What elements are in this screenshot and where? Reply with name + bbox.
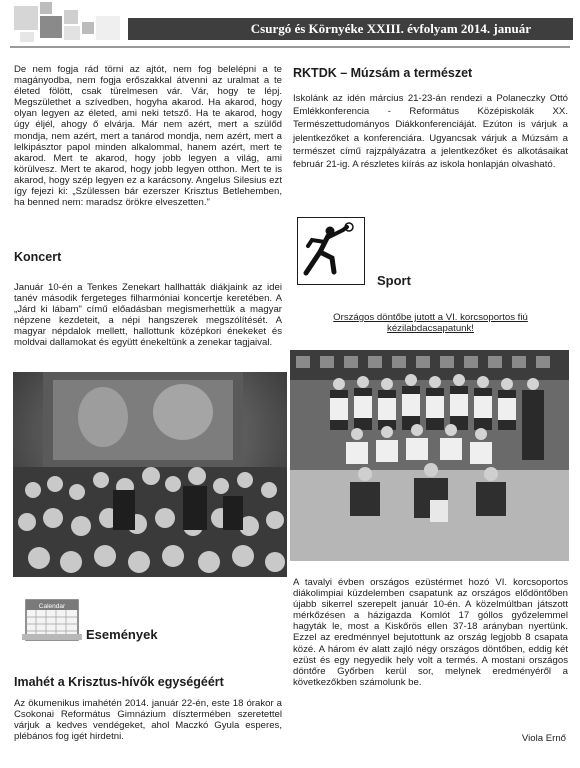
header-decoration-square [82,22,94,34]
page-header-title: Csurgó és Környéke XXIII. évfolyam 2014. január [128,18,573,40]
header-decoration-square [64,10,78,24]
article-signature: Viola Ernő [521,733,566,744]
koncert-paragraph: Január 10-én a Tenkes Zenekart hallhatták diákjaink az idei tanév második fergeteges filharmóniai koncertje keretében. A „Járd ki lábam" című előadásban megismerhettük a magyar népzene kezdeteit, a népi hangszerek megszólítését. A magyar népdalok mellett, hallottunk középkori énekeket és moldvai dallamokat és együtt énekeltünk a zenekar tagjaival. [14,282,282,349]
header-decoration-square [40,16,62,38]
rktdk-heading: RKTDK – Múzsám a természet [293,66,473,80]
imahet-heading: Imahét a Krisztus-hívők egységéért [14,675,224,689]
header-decoration-square [14,6,38,30]
calendar-icon [20,594,84,642]
handball-icon [297,217,365,285]
rktdk-paragraph: Iskolánk az idén március 21-23-án rendezi a Polaneczky Ottó Emlékkonferencia - Református Középiskolák XX. Természettudományos Diákkonferenciáját. Ezúton is várjuk a jelentkezőket a konferenciára. Ugyancsak várjuk a Múzsám a természet című rajzpályázatra a jelentkezőket és alkotásaikat február 21-ig. A részletes kiírás az iskola honlapján olvasható. [293,93,568,171]
header-decoration-square [64,26,80,40]
koncert-heading: Koncert [14,250,62,264]
sport-heading: Sport [377,273,411,288]
handball-team-photo [290,350,569,561]
header-decoration-square [96,16,120,40]
esemenyek-heading: Események [86,627,158,642]
concert-photo [13,372,287,577]
imahet-paragraph: Az ökumenikus imahétén 2014. január 22-én, este 18 órakor a Csokonai Református Gimnázium dísztermében szeretettel várjuk a kedves vendégeket, ahol Maczkó Gyula esperes, plébános fog igét hirdetni. [14,698,282,743]
calendar-label: Calendar [38,603,66,610]
sport-paragraph: A tavalyi évben országos ezüstérmet hozó VI. korcsoportos diákolimpiai küzdelemben csapatunk az országos elődöntőben újabb sikerrel szerepelt január 10-én. A közelmúltban játszott mérkőzésen a házigazda Komlót 17 góllos győzelemmel hagyták le, most a Kiskőrös ellen 37-18 arányban nyertünk. Ezzel az eredménnyel bejutottunk az ország legjobb 8 csapata közé. A három év alatt zajló négy országos döntőben, eddig két ezüst és egy negyedik hely volt a termés. A mostani országos döntőre Győrben kerül sor, melynek eredményéről a következőkben számolunk be. [293,577,568,688]
sport-headline-link[interactable]: Országos döntőbe jutott a VI. korcsoportos fiú kézilabdacsapatunk! [333,312,528,335]
intro-paragraph: De nem fogja rád törni az ajtót, nem fog belelépni a te magányodba, nem fogja erőszakkal átvenni az uralmat a te életed fölött, csak türelmesen vár. Vár, hogy te lépj. Megszülethet a szívedben, hogyha akarod. Ha akarod, hogy olyan legyen az életed, ami neki tetsző. Ha te akarod, hogy úgy éljél, ahogy ő elvárja. Már nem azért, mert a szülőd mondja, nem azért, mert a tanárod mondja, nem azért, mert a lelkipásztor papol minden alkalommal, hanem azért, mert te akarod. Mert te akarod, hogy jobb legyen a világ, ami körülvesz. Mert te akarod, hogy jobb legyen otthon. Mert te is akarod, hogy szép legyen ez a karácsony. Angelus Silesius ezt így fejezi ki: „Szülessen bár ezerszer Krisztus Betlehemben, ha benned nem: maradsz örökre elveszetten." [14,64,282,209]
header-decoration-square [20,32,34,42]
header-divider [10,46,570,48]
header-decoration-square [40,2,52,14]
